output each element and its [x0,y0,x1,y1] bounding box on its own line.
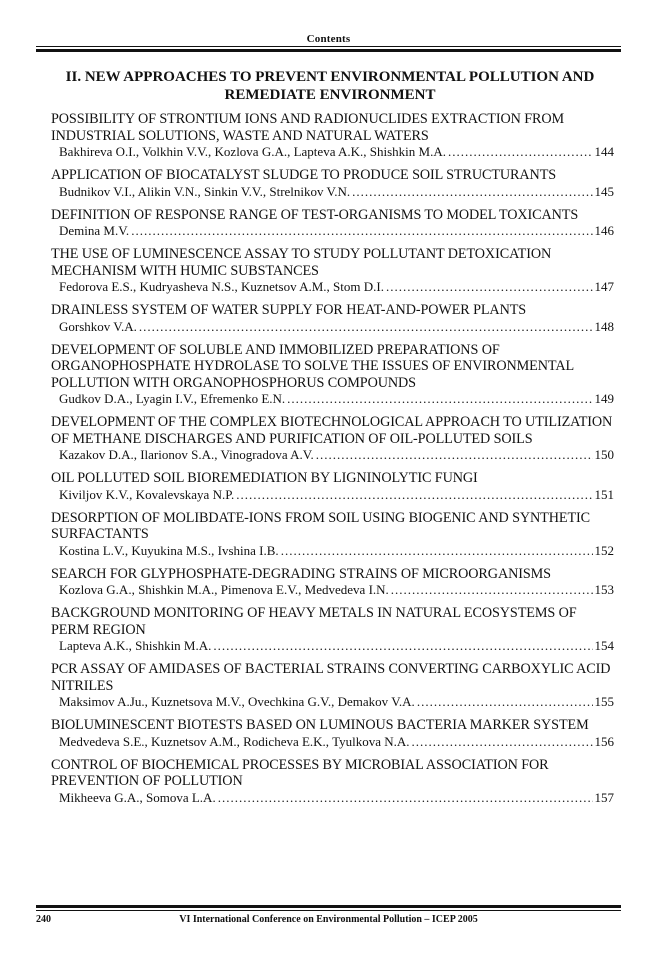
toc-entry [51,302,614,335]
toc-entry-authors: Demina M.V. [59,223,130,238]
toc-entry-page: 146 [594,223,614,238]
table-of-contents [51,111,614,813]
section-title-line-2: REMEDIATE ENVIRONMENT [224,87,436,103]
toc-entry [51,566,614,599]
toc-entry-byline [51,638,614,654]
toc-entry [51,207,614,240]
conference-name: VI International Conference on Environmental Pollution – ICEP 2005 [179,914,478,925]
toc-entry [51,414,614,463]
toc-entry-title: DRAINLESS SYSTEM OF WATER SUPPLY FOR HEAT-AND-POWER PLANTS [51,302,527,318]
toc-entry [51,167,614,200]
toc-entry [51,246,614,295]
dot-leader [352,184,592,200]
toc-entry-page: 148 [594,318,614,334]
running-head: Contents [306,33,351,45]
toc-entry-page: 157 [594,789,614,805]
dot-leader [391,582,593,598]
toc-entry [51,111,614,160]
toc-entry-authors: Kozlova G.A., Shishkin M.A., Pimenova E.V., Medvedeva I.N. [59,582,389,597]
toc-entry-page: 147 [594,279,614,294]
toc-entry-page: 156 [594,733,614,749]
toc-entry-title: BACKGROUND MONITORING OF HEAVY METALS IN NATURAL ECOSYSTEMS OF PERM REGION [51,605,577,638]
dot-leader [412,734,593,750]
toc-entry-authors: Kiviljov K.V., Kovalevskaya N.P. [59,486,235,502]
dot-leader [281,543,593,559]
toc-entry [51,342,614,408]
dot-leader [448,144,593,160]
toc-entry-byline [51,734,614,750]
toc-entry-authors: Mikheeva G.A., Somova L.A. [59,789,216,805]
toc-entry-title: THE USE OF LUMINESCENCE ASSAY TO STUDY POLLUTANT DETOXICATION MECHANISM WITH HUMIC SUBSTANCES [51,246,552,279]
toc-entry-page: 154 [594,638,614,653]
dot-leader [287,391,592,407]
toc-entry-page: 152 [594,542,614,558]
toc-entry-page: 149 [594,391,614,406]
toc-entry-byline [51,790,614,806]
toc-entry-byline [51,582,614,598]
toc-entry-page: 150 [594,447,614,462]
toc-entry [51,470,614,503]
toc-entry-byline [51,184,614,200]
header-rule [36,46,621,52]
toc-entry-byline [51,543,614,559]
toc-entry-title: DEFINITION OF RESPONSE RANGE OF TEST-ORGANISMS TO MODEL TOXICANTS [51,206,579,223]
toc-entry [51,510,614,559]
dot-leader [213,638,592,654]
toc-entry [51,717,614,750]
toc-entry-byline [51,319,614,335]
toc-entry [51,661,614,710]
toc-entry-authors: Fedorova E.S., Kudryasheva N.S., Kuznetsov A.M., Stom D.I. [59,279,384,294]
toc-entry-page: 145 [594,183,614,199]
toc-entry-authors: Maksimov A.Ju., Kuznetsova M.V., Ovechkina G.V., Demakov V.A. [59,694,415,709]
toc-entry-title: DEVELOPMENT OF THE COMPLEX BIOTECHNOLOGICAL APPROACH TO UTILIZATION OF METHANE DISCHARGES AND PURIFICATION OF OIL-POLLUTED SOILS [51,414,613,447]
toc-entry-byline [51,279,614,295]
toc-entry-authors: Medvedeva S.E., Kuznetsov A.M., Rodicheva E.K., Tyulkova N.A. [59,733,410,749]
section-title-line-1: II. NEW APPROACHES TO PREVENT ENVIRONMENTAL POLLUTION AND [65,69,595,85]
dot-leader [316,447,593,463]
toc-entry [51,605,614,654]
toc-entry [51,757,614,806]
dot-leader [218,790,593,806]
section-title [40,68,620,104]
footer-rule [36,905,621,911]
toc-entry-title: POSSIBILITY OF STRONTIUM IONS AND RADIONUCLIDES EXTRACTION FROM INDUSTRIAL SOLUTIONS, WASTE AND NATURAL WATERS [51,111,565,144]
toc-entry-byline [51,144,614,160]
toc-entry-authors: Budnikov V.I., Alikin V.N., Sinkin V.V., Strelnikov V.N. [59,183,351,199]
toc-entry-title: DEVELOPMENT OF SOLUBLE AND IMMOBILIZED PREPARATIONS OF ORGANOPHOSPHATE HYDROLASE TO SOLVE THE ISSUES OF ENVIRONMENTAL POLLUTION WITH ORGANOPHOSPHORUS COMPOUNDS [51,341,574,391]
toc-entry-title: CONTROL OF BIOCHEMICAL PROCESSES BY MICROBIAL ASSOCIATION FOR PREVENTION OF POLLUTION [51,756,549,789]
toc-entry-authors: Kazakov D.A., Ilarionov S.A., Vinogradova A.V. [59,447,314,462]
dot-leader [131,223,592,239]
toc-entry-title: PCR ASSAY OF AMIDASES OF BACTERIAL STRAINS CONVERTING CARBOXYLIC ACID NITRILES [51,661,611,694]
toc-entry-byline [51,223,614,239]
toc-entry-page: 151 [594,486,614,502]
toc-entry-title: OIL POLLUTED SOIL BIOREMEDIATION BY LIGNINOLYTIC FUNGI [51,470,478,486]
toc-entry-title: APPLICATION OF BIOCATALYST SLUDGE TO PRODUCE SOIL STRUCTURANTS [51,167,557,183]
dot-leader [417,694,593,710]
toc-entry-authors: Bakhireva O.I., Volkhin V.V., Kozlova G.A., Lapteva A.K., Shishkin M.A. [59,144,446,159]
toc-entry-title: SEARCH FOR GLYPHOSPHATE-DEGRADING STRAINS OF MICROORGANISMS [51,565,551,582]
toc-entry-authors: Lapteva A.K., Shishkin M.A. [59,638,212,653]
dot-leader [386,279,593,295]
toc-entry-authors: Kostina L.V., Kuyukina M.S., Ivshina I.B. [59,542,279,558]
toc-entry-byline [51,447,614,463]
toc-entry-byline [51,694,614,710]
dot-leader [139,319,593,335]
toc-entry-authors: Gorshkov V.A. [59,318,137,334]
toc-entry-byline [51,487,614,503]
toc-entry-page: 153 [594,582,614,597]
page-number: 240 [36,914,51,925]
toc-entry-page: 144 [594,144,614,159]
toc-entry-byline [51,391,614,407]
dot-leader [236,487,592,503]
toc-entry-title: DESORPTION OF MOLIBDATE-IONS FROM SOIL USING BIOGENIC AND SYNTHETIC SURFACTANTS [51,509,591,542]
toc-entry-page: 155 [594,694,614,709]
toc-entry-title: BIOLUMINESCENT BIOTESTS BASED ON LUMINOUS BACTERIA MARKER SYSTEM [51,717,589,733]
toc-entry-authors: Gudkov D.A., Lyagin I.V., Efremenko E.N. [59,391,286,406]
